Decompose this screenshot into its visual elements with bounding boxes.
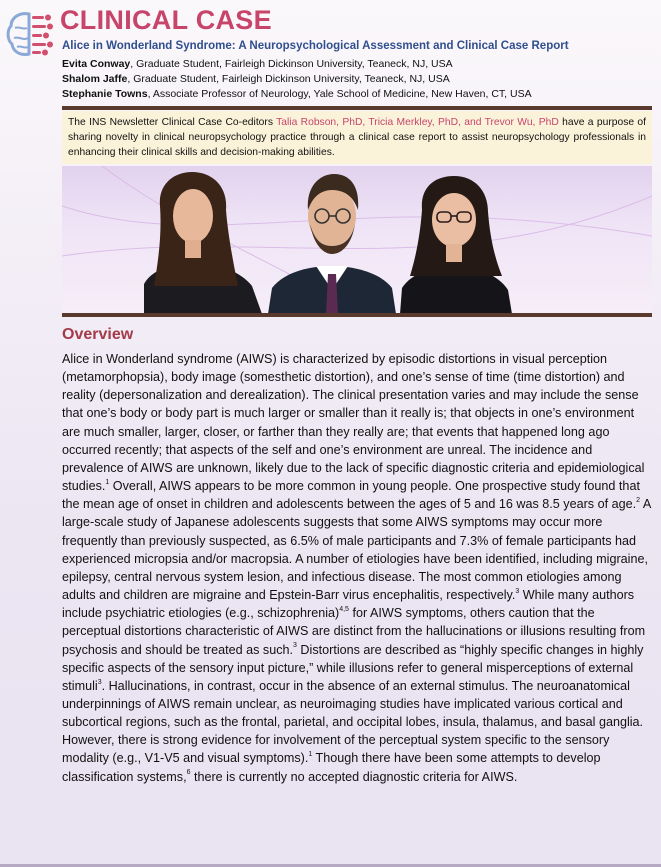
overview-text-segment: Though there have been some attempts to develop classification systems, bbox=[62, 751, 601, 784]
citation-superscript: 3 bbox=[97, 678, 102, 686]
citation-superscript: 1 bbox=[105, 478, 110, 486]
section-heading-overview: Overview bbox=[62, 326, 134, 343]
author-photo-shalom-jaffe bbox=[268, 174, 396, 314]
divider-rule bbox=[62, 106, 652, 110]
author-line bbox=[62, 88, 532, 100]
author-name: Evita Conway bbox=[62, 58, 131, 70]
overview-text-segment: Overall, AIWS appears to be more common in young people. One prospective study found that the mean age of onset in children and adolescents between the ages of 5 and 16 was 8.5 years of age. bbox=[62, 479, 640, 512]
intro-box bbox=[62, 111, 652, 164]
page-title: CLINICAL CASE bbox=[60, 5, 272, 35]
intro-suffix: have a purpose of sharing novelty in clinical neuropsychology practice through a clinical case report to assist neuropsychology professionals in enhancing their clinical skills and decision-making abilities. bbox=[68, 117, 647, 158]
overview-text-segment: A large-scale study of Japanese adolescents suggests that some AIWS symptoms may occur more frequently than previously suspected, as 6.5% of male participants and 7.3% of female participants had experienced micropsia and/or macropsia. A number of etiologies have been identified, including migraine, epilepsy, central nervous system lesion, and infectious disease. The most common etiologies among adults and children are migraine and Epstein-Barr virus encephalitis, respectively. bbox=[62, 497, 651, 603]
article-subtitle: Alice in Wonderland Syndrome: A Neuropsychological Assessment and Clinical Case Report bbox=[62, 40, 569, 52]
citation-superscript: 6 bbox=[186, 769, 191, 777]
co-editor-names: Talia Robson, PhD, Tricia Merkley, PhD, and Trevor Wu, PhD bbox=[276, 117, 559, 128]
author-line bbox=[62, 73, 450, 85]
overview-text-segment: Alice in Wonderland syndrome (AIWS) is characterized by episodic distortions in visual perception (metamorphopsia), body image (somesthetic distortion), and one’s sense of time (time distortion) and reality (depersonalization and derealization). The clinical presentation varies and may include the sense that one’s body or body part is much larger or smaller than it really is; that objects in one’s environment are much smaller, larger, closer, or farther than they really are; that events that happened long ago occurred recently; that aspects of the self and one’s environment are unreal. The incidence and prevalence of AIWS are unknown, likely due to the lack of specific diagnostic criteria and epidemiological studies. bbox=[62, 352, 645, 494]
citation-superscript: 3 bbox=[515, 587, 520, 595]
author-affiliation: , Graduate Student, Fairleigh Dickinson University, Teaneck, NJ, USA bbox=[127, 73, 450, 85]
intro-prefix: The INS Newsletter Clinical Case Co-editors bbox=[68, 117, 277, 128]
citation-superscript: 1 bbox=[308, 751, 313, 759]
author-name: Shalom Jaffe bbox=[62, 73, 128, 85]
divider-rule bbox=[62, 313, 652, 317]
overview-text-segment: Distortions are described as “highly specific changes in highly specific aspects of the sensory input picture,” while illusions refer to general misperceptions of external stimuli bbox=[62, 642, 644, 693]
author-photos bbox=[62, 166, 652, 314]
citation-superscript: 4,5 bbox=[339, 606, 349, 613]
overview-text-segment: . Hallucinations, in contrast, occur in the absence of an external stimulus. The neuroanatomical underpinnings of AIWS remain unclear, as neuroimaging studies have implicated various cortical and subcortical regions, such as the frontal, parietal, and occipital lobes, insula, thalamus, and basal ganglia. However, there is strong evidence for involvement of the perceptual system specific to the sensory modality (e.g., V1-V5 and visual symptoms). bbox=[62, 678, 644, 766]
author-name: Stephanie Towns bbox=[62, 88, 148, 100]
overview-text-segment: for AIWS symptoms, others caution that the perceptual distortions characteristic of AIWS are distinct from the hallucinations or illusions resulting from psychosis and should be treated as such. bbox=[62, 606, 646, 657]
author-photo-evita-conway bbox=[144, 172, 262, 314]
overview-text-segment: While many authors include psychiatric etiologies (e.g., schizophrenia) bbox=[62, 588, 635, 621]
author-line bbox=[62, 58, 453, 70]
overview-body-text bbox=[62, 350, 652, 786]
brain-circuit-logo-icon bbox=[5, 8, 55, 60]
citation-superscript: 3 bbox=[293, 642, 297, 650]
author-affiliation: , Graduate Student, Fairleigh Dickinson University, Teaneck, NJ, USA bbox=[130, 58, 453, 70]
citation-superscript: 2 bbox=[636, 497, 641, 505]
author-affiliation: , Associate Professor of Neurology, Yale School of Medicine, New Haven, CT, USA bbox=[147, 88, 532, 100]
overview-text-segment: there is currently no accepted diagnostic criteria for AIWS. bbox=[190, 769, 518, 784]
author-photo-stephanie-towns bbox=[400, 176, 512, 314]
